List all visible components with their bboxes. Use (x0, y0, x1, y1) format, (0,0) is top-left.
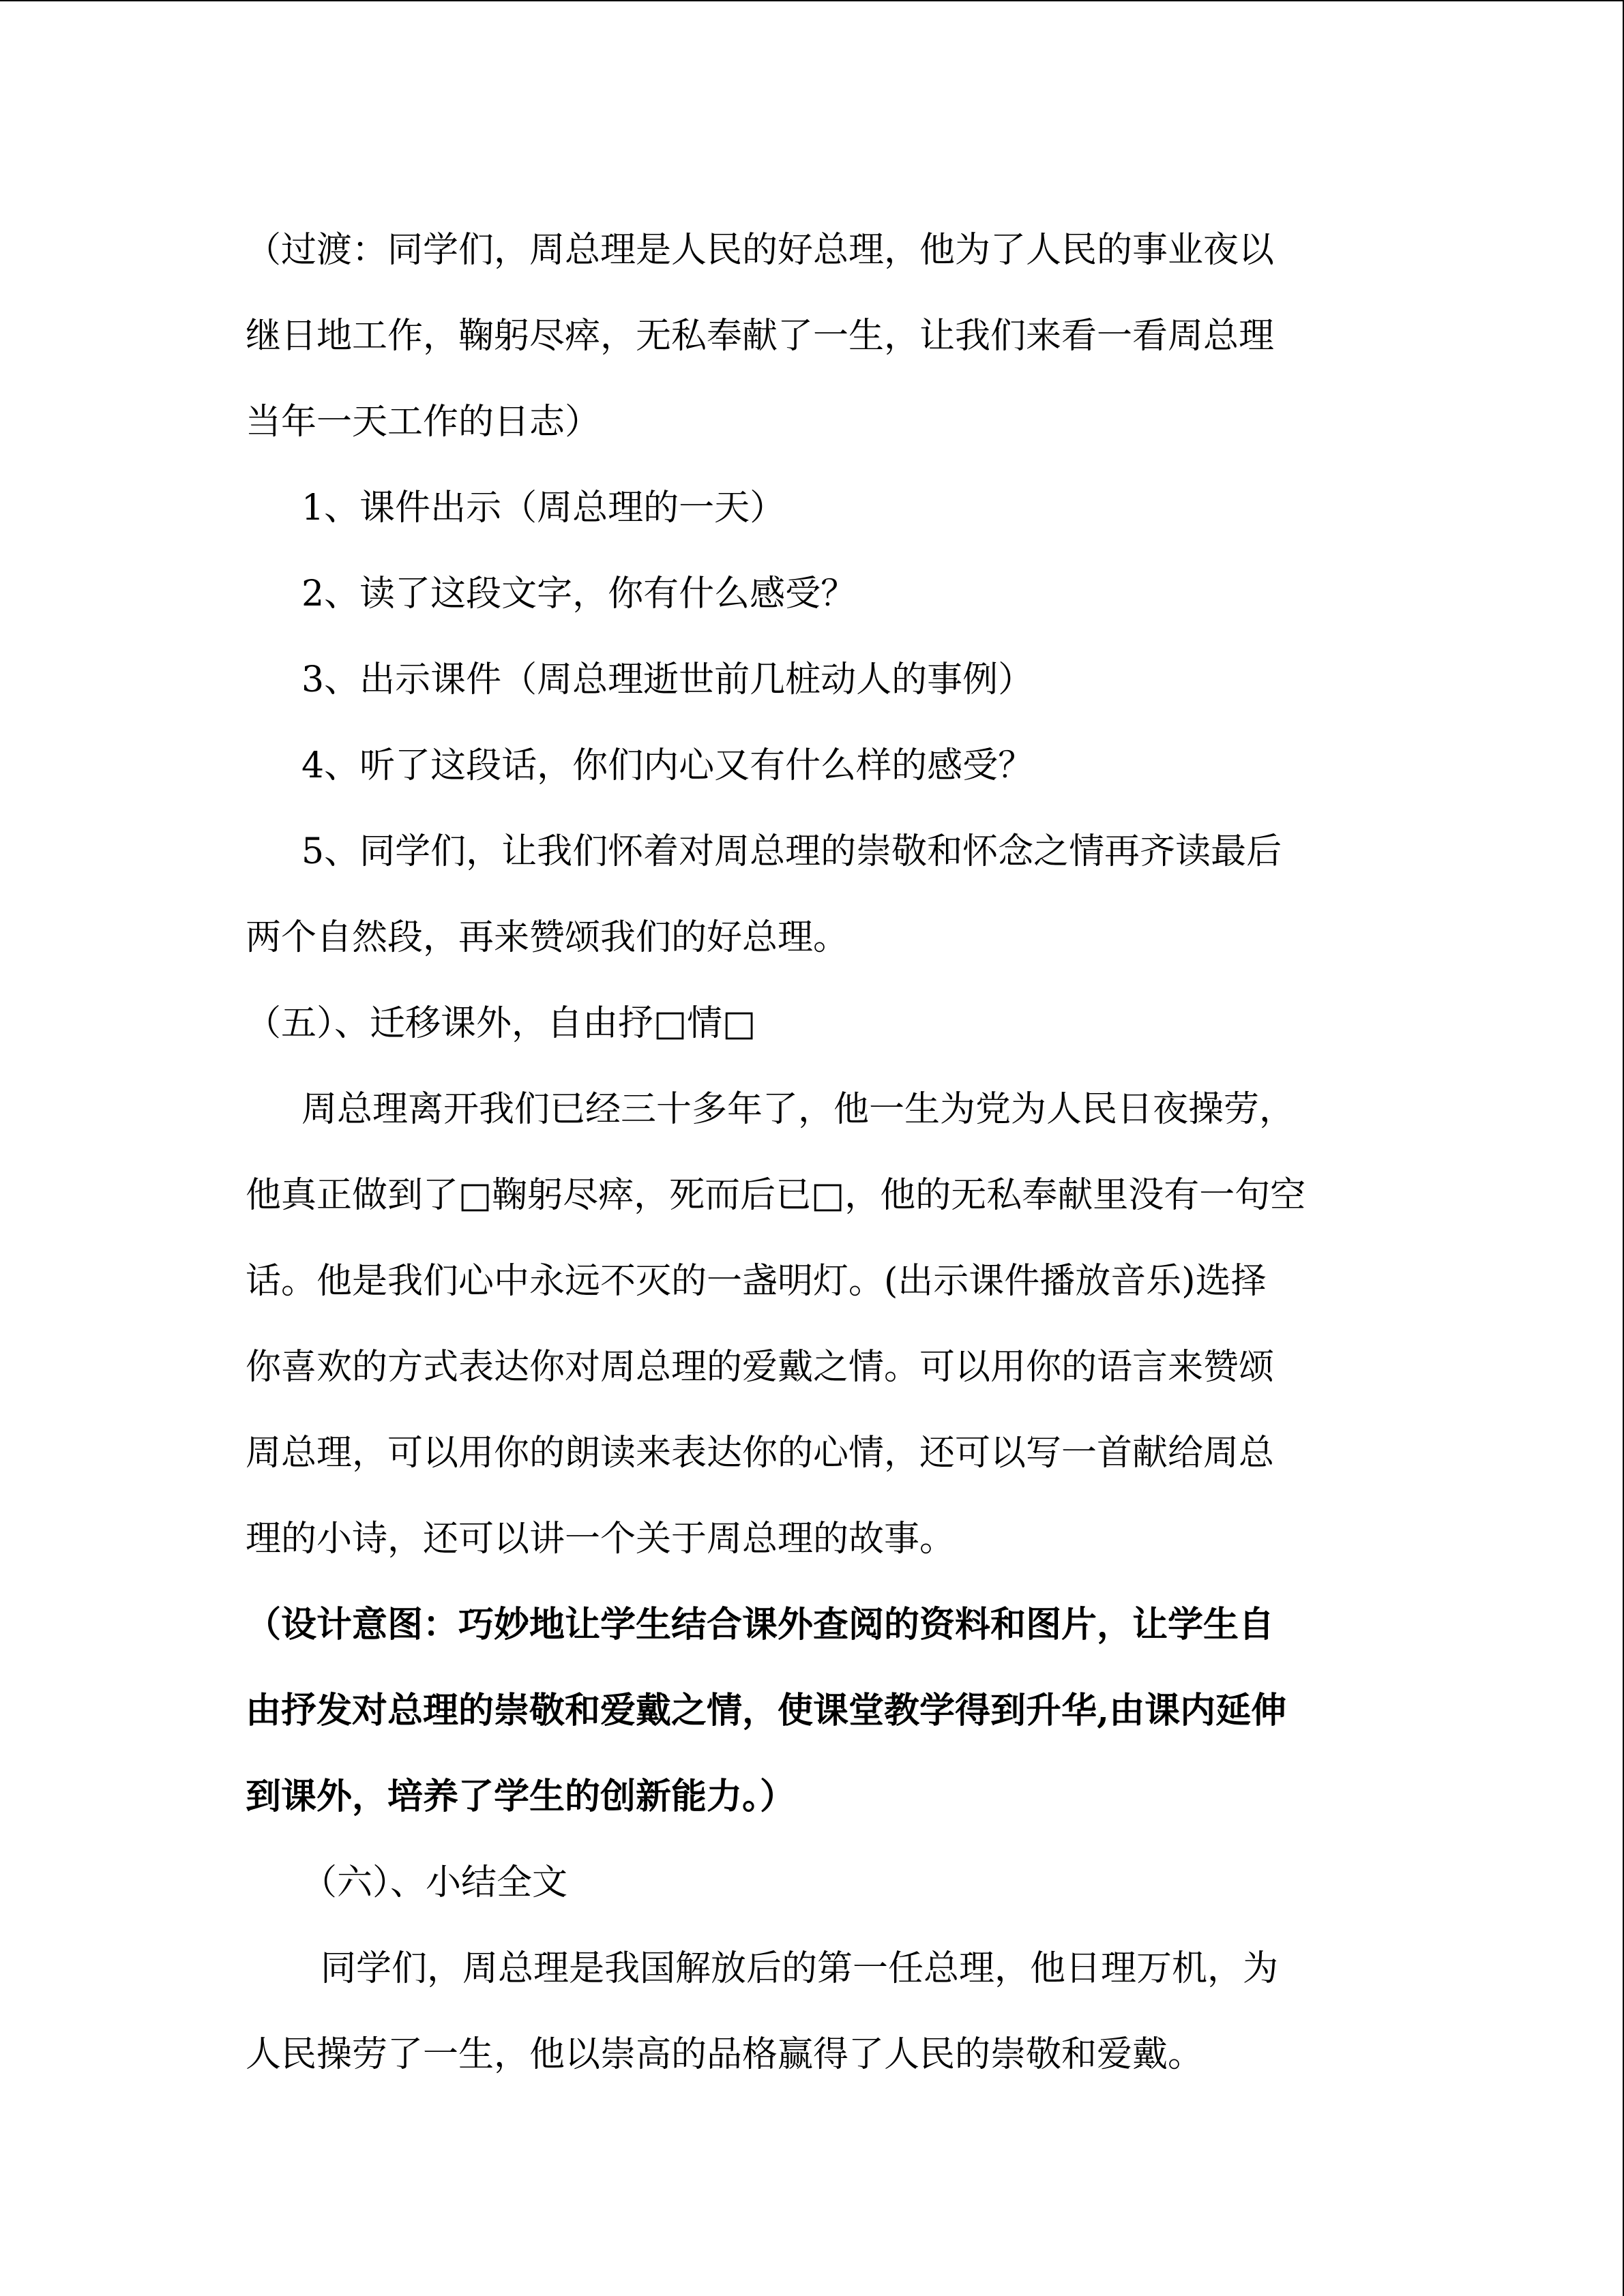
text-line: 人民操劳了一生，他以崇高的品格赢得了人民的崇敬和爱戴。 (246, 2034, 1204, 2075)
list-item: 2、读了这段文字，你有什么感受？ (301, 573, 857, 614)
text-line: 他真正做到了□鞠躬尽瘁，死而后已□，他的无私奉献里没有一句空 (246, 1175, 1306, 1216)
list-item: 4、听了这段话，你们内心又有什么样的感受？ (301, 745, 1034, 786)
section-heading: （五）、迁移课外，自由抒□情□ (246, 1003, 756, 1044)
design-intent-note: 到课外，培养了学生的创新能力。） (246, 1776, 796, 1817)
document-body (246, 207, 1364, 2098)
list-item: 1、课件出示（周总理的一天） (301, 488, 786, 528)
text-line: 两个自然段，再来赞颂我们的好总理。 (246, 917, 849, 958)
list-item: 5、同学们，让我们怀着对周总理的崇敬和怀念之情再齐读最后 (301, 831, 1282, 872)
text-line: 话。他是我们心中永远不灭的一盏明灯。(出示课件播放音乐)选择 (246, 1261, 1267, 1302)
design-intent-note: （设计意图：巧妙地让学生结合课外查阅的资料和图片，让学生自 (246, 1604, 1275, 1645)
text-line: 周总理，可以用你的朗读来表达你的心情，还可以写一首献给周总 (246, 1433, 1275, 1474)
text-line: 你喜欢的方式表达你对周总理的爱戴之情。可以用你的语言来赞颂 (246, 1347, 1275, 1388)
text-line: 同学们，周总理是我国解放后的第一任总理，他日理万机，为 (321, 1948, 1279, 1989)
design-intent-note: 由抒发对总理的崇敬和爱戴之情，使课堂教学得到升华,由课内延伸 (246, 1690, 1287, 1731)
text-line: 理的小诗，还可以讲一个关于周总理的故事。 (246, 1519, 956, 1560)
text-line: （过渡：同学们，周总理是人民的好总理，他为了人民的事业夜以 (246, 230, 1275, 271)
text-line: 周总理离开我们已经三十多年了，他一生为党为人民日夜操劳， (301, 1089, 1295, 1130)
text-line: 继日地工作，鞠躬尽瘁，无私奉献了一生，让我们来看一看周总理 (246, 316, 1275, 357)
section-heading: （六）、小结全文 (301, 1862, 568, 1903)
text-line: 当年一天工作的日志） (246, 402, 601, 443)
list-item: 3、出示课件（周总理逝世前几桩动人的事例） (301, 659, 1034, 700)
